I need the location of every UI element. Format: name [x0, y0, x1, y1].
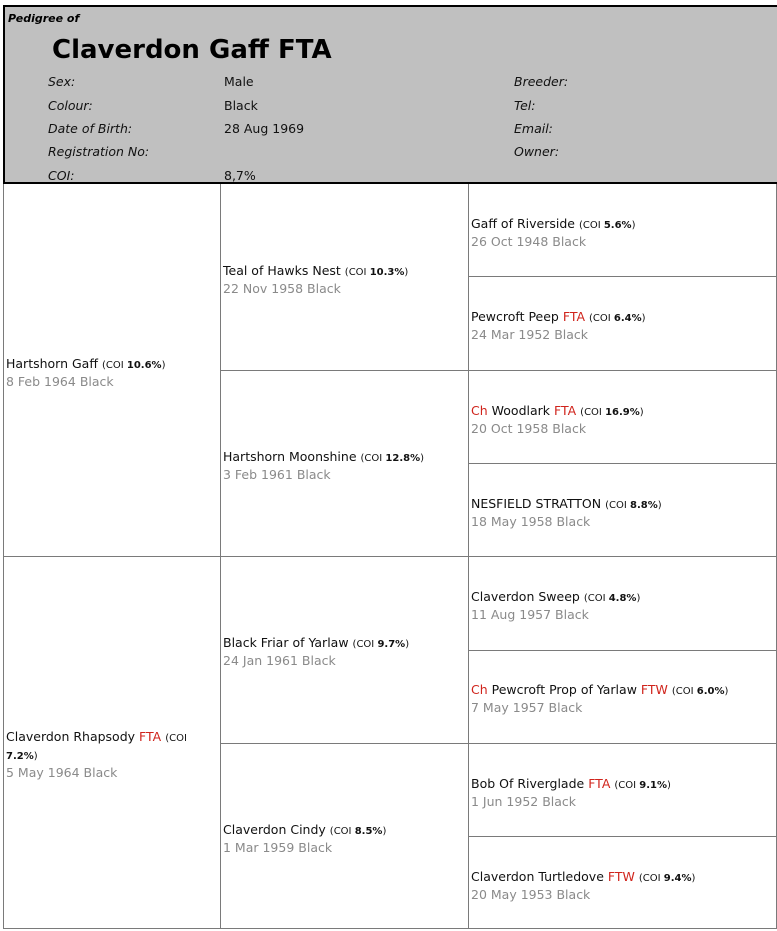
ancestor-entry: NESFIELD STRATTON (COI 8.8%) 18 May 1958 Black — [471, 496, 662, 529]
coi-tag: COI — [642, 873, 661, 884]
ancestor-suffix: FTA — [562, 309, 586, 324]
dob-label: Date of Birth: — [48, 121, 133, 136]
ancestor-name: Claverdon Turtledove — [471, 869, 604, 884]
ancestor-coi: 6.4% — [613, 313, 642, 324]
ancestor-cell-gen2 — [221, 557, 469, 744]
ancestor-entry: Ch Woodlark FTA (COI 16.9%) 20 Oct 1958 Black — [471, 403, 644, 436]
email-label: Email: — [514, 121, 553, 136]
ancestor-cell-gen3 — [469, 184, 777, 277]
ancestor-cell-gen2 — [221, 744, 469, 929]
ancestor-cell-gen3 — [469, 837, 777, 929]
ancestor-details: 20 Oct 1958 Black — [471, 421, 587, 436]
ancestor-entry: Bob Of Riverglade FTA (COI 9.1%) 1 Jun 1952 Black — [471, 776, 671, 809]
ancestor-cell-gen2 — [221, 184, 469, 371]
sex-label: Sex: — [48, 74, 76, 89]
dob-value: 28 Aug 1969 — [224, 121, 305, 136]
ancestor-name: Pewcroft Prop of Yarlaw — [491, 682, 637, 697]
owner-label: Owner: — [514, 144, 560, 159]
ancestor-entry: Claverdon Cindy (COI 8.5%) 1 Mar 1959 Black — [223, 822, 387, 855]
pedigree-of-label: Pedigree of — [8, 12, 80, 25]
colour-label: Colour: — [48, 98, 93, 113]
ancestor-coi: 9.7% — [377, 639, 406, 650]
coi-tag: COI — [587, 593, 606, 604]
ancestor-suffix: FTA — [588, 776, 611, 791]
coi-tag: COI — [169, 733, 187, 744]
coi-tag: COI — [608, 500, 627, 511]
ancestor-cell-gen3 — [469, 651, 777, 744]
ancestor-cell-gen3 — [469, 371, 777, 464]
dog-name-title: Claverdon Gaff FTA — [52, 35, 332, 65]
ancestor-details: 24 Mar 1952 Black — [471, 327, 589, 342]
ancestor-name: NESFIELD STRATTON — [471, 496, 602, 511]
ancestor-coi: 6.0% — [696, 686, 725, 697]
registration-label: Registration No: — [48, 144, 150, 159]
ancestor-cell-sire — [3, 184, 221, 557]
ancestor-name: Claverdon Sweep — [471, 589, 580, 604]
coi-tag: COI — [333, 826, 352, 837]
ancestor-name: Woodlark — [491, 403, 551, 418]
ancestor-prefix: Ch — [471, 682, 488, 697]
ancestor-name: Black Friar of Yarlaw — [223, 635, 349, 650]
colour-value: Black — [224, 98, 258, 113]
coi-tag: COI — [592, 313, 611, 324]
ancestor-suffix: FTA — [139, 729, 162, 744]
ancestor-name: Hartshorn Moonshine — [223, 449, 357, 464]
ancestor-details: 24 Jan 1961 Black — [223, 653, 336, 668]
pedigree-header — [3, 5, 777, 184]
ancestor-coi: 9.4% — [663, 873, 692, 884]
coi-value: 8,7% — [224, 168, 256, 183]
ancestor-coi: 12.8% — [385, 453, 421, 464]
ancestor-entry: Hartshorn Moonshine (COI 12.8%) 3 Feb 1961 Black — [223, 449, 425, 482]
coi-tag: COI — [582, 220, 601, 231]
ancestor-details: 11 Aug 1957 Black — [471, 607, 589, 622]
ancestor-entry: Teal of Hawks Nest (COI 10.3%) 22 Nov 1958 Black — [223, 263, 409, 296]
ancestor-details: 3 Feb 1961 Black — [223, 467, 331, 482]
ancestor-coi: 8.5% — [354, 826, 383, 837]
ancestor-cell-gen3 — [469, 744, 777, 837]
tel-label: Tel: — [514, 98, 536, 113]
breeder-label: Breeder: — [514, 74, 569, 89]
ancestor-details: 1 Jun 1952 Black — [471, 794, 577, 809]
ancestor-name: Bob Of Riverglade — [471, 776, 589, 791]
ancestor-suffix: FTW — [640, 682, 668, 697]
ancestor-name: Pewcroft Peep — [471, 309, 559, 324]
ancestor-name: Gaff of Riverside — [471, 216, 575, 231]
ancestor-prefix: Ch — [471, 403, 488, 418]
ancestor-details: 18 May 1958 Black — [471, 514, 591, 529]
ancestor-details: 26 Oct 1948 Black — [471, 234, 587, 249]
ancestor-entry: Black Friar of Yarlaw (COI 9.7%) 24 Jan 1961 Black — [223, 635, 410, 668]
ancestor-name: Teal of Hawks Nest — [223, 263, 341, 278]
ancestor-entry: Hartshorn Gaff (COI 10.6%) 8 Feb 1964 Black — [6, 356, 166, 389]
ancestor-entry: Pewcroft Peep FTA (COI 6.4%) 24 Mar 1952 Black — [471, 309, 646, 342]
ancestor-entry: Claverdon Rhapsody FTA (COI 7.2%) 5 May 1964 Black — [6, 729, 220, 781]
ancestor-coi: 4.8% — [608, 593, 637, 604]
ancestor-cell-dam — [3, 557, 221, 929]
ancestor-details: 8 Feb 1964 Black — [6, 374, 114, 389]
ancestor-suffix: FTA — [554, 403, 577, 418]
ancestor-cell-gen3 — [469, 557, 777, 651]
coi-tag: COI — [105, 360, 124, 371]
ancestor-entry: Claverdon Turtledove FTW (COI 9.4%) 20 May 1953 Black — [471, 869, 696, 902]
ancestor-suffix: FTW — [607, 869, 635, 884]
ancestor-cell-gen3 — [469, 464, 777, 557]
ancestor-coi: 8.8% — [629, 500, 658, 511]
coi-tag: COI — [364, 453, 383, 464]
ancestor-details: 7 May 1957 Black — [471, 700, 583, 715]
ancestor-coi: 16.9% — [605, 407, 640, 418]
coi-tag: COI — [348, 267, 367, 278]
ancestor-coi: 9.1% — [639, 780, 667, 791]
ancestor-coi: 10.3% — [369, 267, 405, 278]
ancestor-entry: Gaff of Riverside (COI 5.6%) 26 Oct 1948 Black — [471, 216, 636, 249]
ancestor-details: 1 Mar 1959 Black — [223, 840, 333, 855]
ancestor-entry: Ch Pewcroft Prop of Yarlaw FTW (COI 6.0%) 7 May 1957 Black — [471, 682, 729, 715]
ancestor-entry: Claverdon Sweep (COI 4.8%) 11 Aug 1957 Black — [471, 589, 641, 622]
ancestor-name: Hartshorn Gaff — [6, 356, 98, 371]
sex-value: Male — [224, 74, 254, 89]
ancestor-cell-gen3 — [469, 277, 777, 371]
coi-tag: COI — [356, 639, 375, 650]
ancestor-coi: 7.2% — [6, 751, 34, 762]
coi-tag: COI — [618, 780, 637, 791]
ancestor-cell-gen2 — [221, 371, 469, 557]
ancestor-coi: 10.6% — [126, 360, 162, 371]
ancestor-details: 22 Nov 1958 Black — [223, 281, 341, 296]
ancestor-details: 20 May 1953 Black — [471, 887, 591, 902]
ancestor-name: Claverdon Cindy — [223, 822, 326, 837]
ancestor-coi: 5.6% — [603, 220, 632, 231]
ancestor-details: 5 May 1964 Black — [6, 765, 118, 780]
coi-label: COI: — [48, 168, 75, 183]
coi-tag: COI — [584, 407, 602, 418]
ancestor-name: Claverdon Rhapsody — [6, 729, 136, 744]
coi-tag: COI — [675, 686, 694, 697]
pedigree-grid — [3, 184, 777, 929]
